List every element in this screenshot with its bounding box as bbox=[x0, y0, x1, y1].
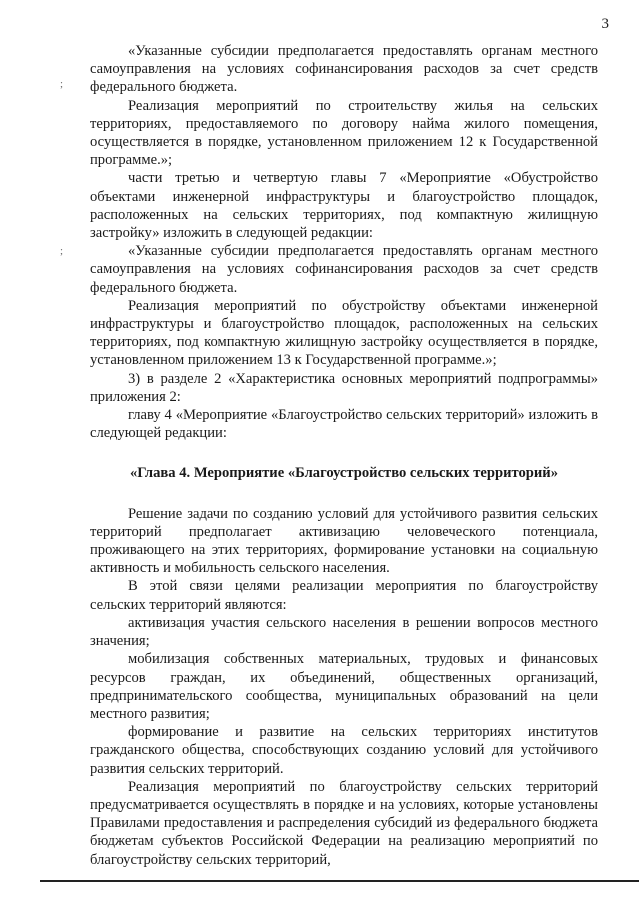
margin-mark: ; bbox=[60, 245, 64, 257]
paragraph: части третью и четвертую главы 7 «Мероприятие «Обустройство объектами инженерной инфраструктуры и благоустройство площадок, расположенных на сельских территориях, под компактную жилищную застройку» изложить в следующей редакции: bbox=[90, 170, 598, 242]
paragraph: Реализация мероприятий по строительству жилья на сельских территориях, предоставляемого по договору найма жилого помещения, осуществляется в порядке, установленном приложением 12 к Государственной программе.»; bbox=[90, 97, 598, 169]
paragraph: Решение задачи по созданию условий для устойчивого развития сельских территорий предполагает активизацию человеческого потенциала, проживающего на этих территориях, формирование установки на социальную активность и мобильность сельского населения. bbox=[90, 505, 598, 577]
paragraph: Реализация мероприятий по обустройству объектами инженерной инфраструктуры и благоустройство площадок, расположенных на сельских территориях, под компактную жилищную застройку осуществляется в порядке, установленном приложением 13 к Государственной программе.»; bbox=[90, 297, 598, 369]
page-number: 3 bbox=[601, 16, 609, 32]
scan-edge-line bbox=[40, 880, 639, 882]
paragraph: мобилизация собственных материальных, трудовых и финансовых ресурсов граждан, их объединений, общественных организаций, предпринимательского сообщества, муниципальных образований на цели местного развития; bbox=[90, 651, 598, 722]
paragraph: главу 4 «Мероприятие «Благоустройство сельских территорий» изложить в следующей редакции: bbox=[90, 407, 598, 442]
chapter-heading: «Глава 4. Мероприятие «Благоустройство сельских территорий» bbox=[129, 465, 559, 482]
paragraph: 3) в разделе 2 «Характеристика основных мероприятий подпрограммы» приложения 2: bbox=[90, 370, 598, 405]
paragraph: «Указанные субсидии предполагается предоставлять органам местного самоуправления на условиях софинансирования расходов за счет средств федерального бюджета. bbox=[90, 243, 598, 296]
paragraph: Реализация мероприятий по благоустройству сельских территорий предусматривается осуществлять в порядке и на условиях, которые установлены Правилами предоставления и распределения субсидий из федерального бюджета бюджетам субъектов Российской Федерации на реализацию мероприятий по благоустройству сельских территорий, bbox=[90, 778, 598, 868]
document-body bbox=[90, 42, 598, 869]
paragraph: В этой связи целями реализации мероприятия по благоустройству сельских территорий являются: bbox=[90, 578, 598, 613]
margin-mark: ; bbox=[60, 78, 64, 90]
paragraph: формирование и развитие на сельских территориях институтов гражданского общества, способствующих созданию условий для устойчивого развития сельских территорий. bbox=[90, 724, 598, 777]
paragraph: активизация участия сельского населения в решении вопросов местного значения; bbox=[90, 614, 598, 650]
paragraph: «Указанные субсидии предполагается предоставлять органам местного самоуправления на условиях софинансирования расходов за счет средств федерального бюджета. bbox=[90, 43, 598, 96]
